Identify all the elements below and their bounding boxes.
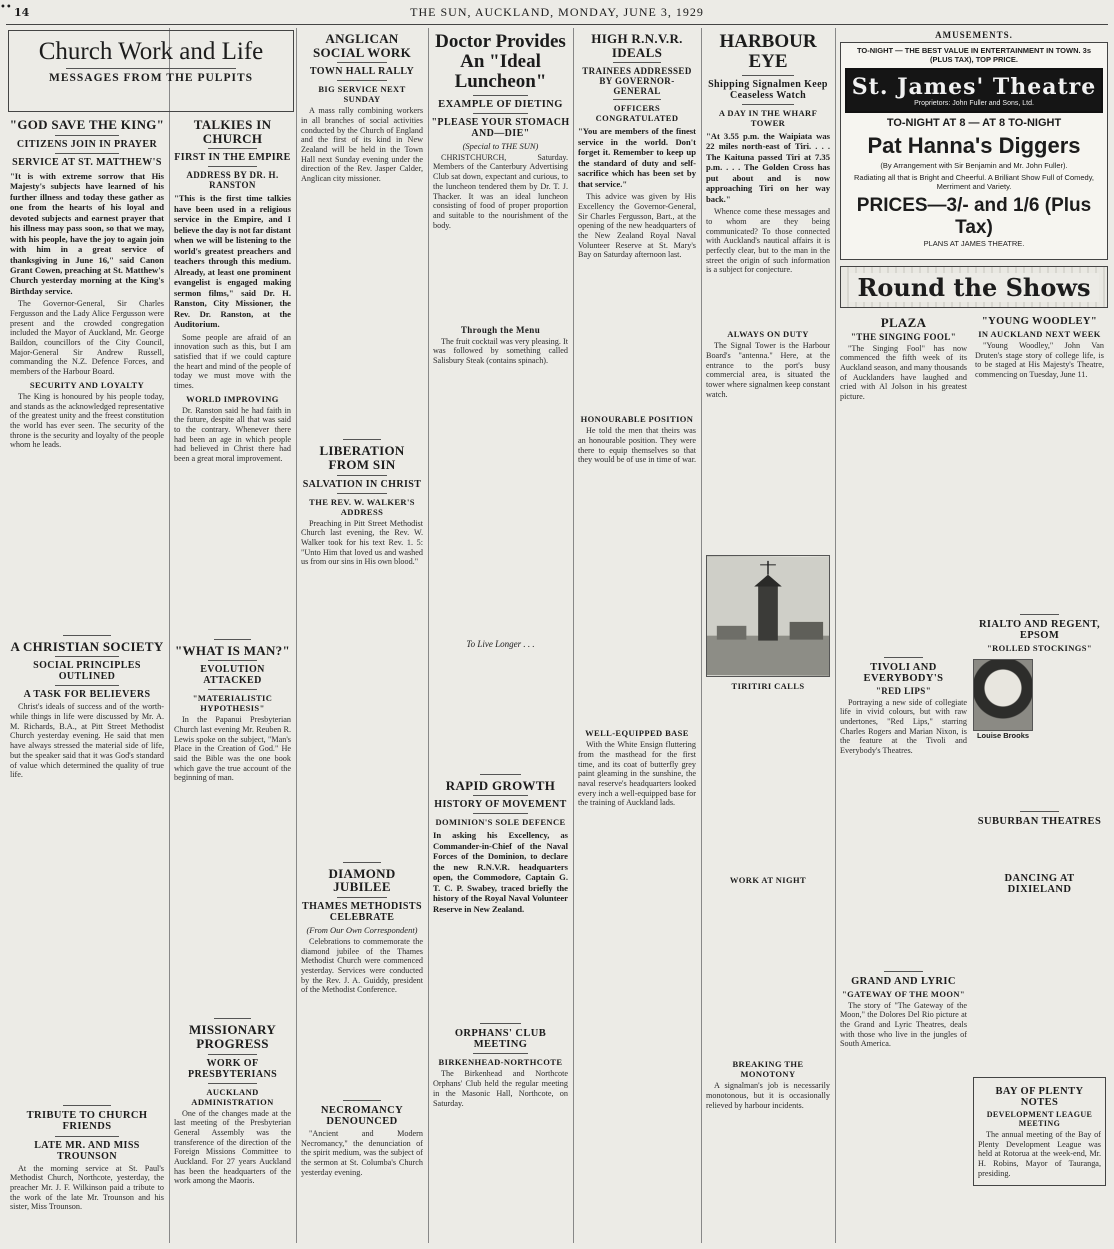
article-headline: HARBOUR EYE bbox=[719, 31, 817, 72]
article-deck: Shipping Signalmen Keep Ceaseless Watch bbox=[708, 78, 828, 101]
rule bbox=[208, 660, 256, 661]
rule bbox=[473, 813, 529, 814]
column-7-amusements bbox=[838, 28, 1110, 1242]
article-headline: NECROMANCY DENOUNCED bbox=[320, 1104, 404, 1127]
article-deck: SALVATION IN CHRIST bbox=[302, 478, 422, 490]
article-deck: FIRST IN THE EMPIRE bbox=[174, 152, 291, 164]
show-deck: DEVELOPMENT LEAGUE MEETING bbox=[986, 1110, 1093, 1129]
header-rule bbox=[6, 24, 1108, 25]
article-subhead: WELL-EQUIPPED BASE bbox=[585, 728, 689, 739]
article-headline: ORPHANS' CLUB MEETING bbox=[454, 1028, 547, 1051]
rule bbox=[337, 897, 387, 898]
article-body: The fruit cocktail was very pleasing. It was followed by something called Salisbury Steak (contains spinach). bbox=[433, 336, 568, 366]
rule bbox=[473, 1053, 529, 1054]
rule bbox=[214, 1018, 250, 1019]
article-body: One of the changes made at the last meeting of the Presbyterian General Assembly was the transference of the direction of the Foreign Missions Committee to Auckland. For 27 years Auckland has been the headquarters of the work among the Maoris. bbox=[174, 1108, 291, 1186]
article-headline: RAPID GROWTH bbox=[445, 777, 556, 793]
photo-caption: Louise Brooks bbox=[976, 731, 1030, 741]
column-2 bbox=[172, 114, 293, 1242]
article-headline: "GOD SAVE THE KING" bbox=[9, 117, 165, 132]
article-body: This advice was given by His Excellency the Governor-General, Sir Charles Fergusson, Bart., at the opening of the new headquarters of the New Zealand Royal Naval Volunteer Reserve at St. Mary's Bay on Saturday afternoon last. bbox=[578, 192, 696, 260]
rule bbox=[55, 1136, 118, 1137]
show-headline: DANCING AT DIXIELAND bbox=[1004, 873, 1075, 896]
article-body: With the White Ensign fluttering from the masthead for the first time, and its coat of butterfly grey paint gleaming in the sunshine, the naval reserve's headquarters looked every inch a well-equipped base for the training of Auckland lads. bbox=[578, 740, 696, 808]
show-body: The annual meeting of the Bay of Plenty Development League was held at Rotorua at the week-end, Mr. H. Robins, Mayor of Tauranga, presiding. bbox=[978, 1130, 1101, 1178]
show-deck: "GATEWAY OF THE MOON" bbox=[841, 988, 966, 999]
article-deck: WORK OF PRESBYTERIANS bbox=[187, 1057, 278, 1080]
article-deck: TRAINEES ADDRESSED BY GOVERNOR-GENERAL bbox=[582, 66, 692, 97]
column-6 bbox=[704, 28, 832, 1242]
article-lead: In asking his Excellency, as Commander-in-Chief of the Naval Forces of the Dominion, to declare the new R.N.V.R. headquarters open, the Commodore, Captain G. T. C. P. Swabey, traced briefly the history of the Royal Naval Volunteer Reserve in New Zealand. bbox=[433, 830, 568, 914]
column-3 bbox=[299, 28, 425, 1242]
article-body: Celebrations to commemorate the diamond jubilee of the Thames Methodist Church were commenced yesterday. Services were conducted by the Rev. J. A. Guiddy, president of the Methodist Conference. bbox=[301, 936, 423, 995]
article-subhead: ALWAYS ON DUTY bbox=[727, 329, 809, 340]
article-headline: A CHRISTIAN SOCIETY bbox=[10, 638, 164, 654]
rule bbox=[480, 1023, 522, 1024]
article-deck: THE REV. W. WALKER'S ADDRESS bbox=[309, 496, 415, 517]
article-subhead: Through the Menu bbox=[460, 324, 541, 335]
signal-tower-photo bbox=[706, 555, 830, 677]
rule bbox=[337, 62, 387, 63]
article-subhead: TIRITIRI CALLS bbox=[731, 681, 805, 692]
article-lead: "This is the first time talkies have been used in a religious service in the Empire, and I believe the day is not far distant when we will be listening to the world's greatest preachers and teachers through this medium. Already, at least one prominent evangelist is engaged making sermon films," said Dr. H. Ranston, City Missioner, the Rev. Dr. Ranston, at the Auditorium. bbox=[174, 193, 291, 330]
article-headline: Doctor Provides An "Ideal Luncheon" bbox=[435, 31, 566, 92]
rule bbox=[337, 475, 387, 476]
article-subhead: WORK AT NIGHT bbox=[729, 875, 807, 886]
shows-left-column bbox=[838, 312, 969, 1186]
article-body: The Governor-General, Sir Charles Fergusson and the Lady Alice Fergusson were present and the crowded congregation included the Mayor of Auckland, Mr. George Baildon, councillors of the City Council, Major-General Sir Andrew Russell, commanding the N.Z. Defence Forces, and members of the Harbour Board. bbox=[10, 299, 164, 377]
article-headline: TRIBUTE TO CHURCH FRIENDS bbox=[26, 1110, 148, 1133]
round-the-shows-banner bbox=[840, 266, 1108, 308]
show-body-spacer bbox=[973, 829, 1106, 869]
show-headline: GRAND AND LYRIC bbox=[851, 975, 956, 987]
rule bbox=[742, 104, 793, 105]
show-body: "The Singing Fool" has now commenced the fifth week of its Auckland season, and many thousands of Aucklanders have laughed and cried with Al Jolson in his greatest picture. bbox=[840, 343, 967, 401]
page-number: 14 bbox=[14, 6, 30, 19]
show-body: Portraying a new side of collegiate life in vivid colours, but with raw undertones, "Red Lips," starring Charles Rogers and Marian Nixon, is the feature at the Tivoli and Everybody's Theatres. bbox=[840, 697, 967, 756]
article-body: A mass rally combining workers in all branches of social activities conducted by the Church of England and the first of its kind in New Zealand will be held in the Town Hall next Sunday evening under the direction of the Rev. Jasper Calder, Anglican city missioner. bbox=[301, 106, 423, 183]
article-deck: HISTORY OF MOVEMENT bbox=[434, 799, 567, 811]
rule bbox=[480, 774, 522, 775]
rule bbox=[613, 62, 662, 63]
ticket-prices: PRICES—3/- and 1/6 (Plus Tax) bbox=[856, 195, 1092, 238]
show-time: TO-NIGHT AT 8 — AT 8 TO-NIGHT bbox=[886, 117, 1062, 129]
article-body: At the morning service at St. Paul's Methodist Church, Northcote, yesterday, the preacher Mr. J. F. Wilkinson paid a tribute to the work of the late Mr. Trounson and his sister, Miss Trounson. bbox=[10, 1163, 164, 1212]
rule bbox=[473, 95, 529, 96]
article-deck: AUCKLAND ADMINISTRATION bbox=[191, 1086, 274, 1107]
article-deck: "PLEASE YOUR STOMACH AND—DIE" bbox=[431, 116, 570, 139]
rule bbox=[55, 135, 118, 136]
article-deck: CITIZENS JOIN IN PRAYER bbox=[16, 138, 158, 150]
article-headline: MISSIONARY PROGRESS bbox=[188, 1022, 277, 1051]
article-deck: LATE MR. AND MISS TROUNSON bbox=[34, 1139, 140, 1162]
article-deck: BIG SERVICE NEXT SUNDAY bbox=[318, 84, 406, 105]
rule bbox=[884, 971, 923, 972]
show-deck: "THE SINGING FOOL" bbox=[850, 331, 957, 342]
louise-brooks-photo bbox=[973, 659, 1033, 731]
rule bbox=[208, 689, 256, 690]
show-deck: "ROLLED STOCKINGS" bbox=[986, 643, 1093, 654]
portrait-block bbox=[973, 659, 1106, 741]
article-lead: "At 3.55 p.m. the Waipiata was 22 miles north-east of Tiri. . . . The Kaituna passed Tiri at 7.35 p.m. . . . The Golden Cross has put about and is now approaching Tiri on her way back." bbox=[706, 130, 830, 204]
church-banner bbox=[8, 30, 294, 112]
ad-topline: TO-NIGHT — THE BEST VALUE IN ENTERTAINMENT IN TOWN. 3s (PLUS TAX), TOP PRICE. bbox=[856, 46, 1092, 64]
banner-subtitle: MESSAGES FROM THE PULPITS bbox=[48, 72, 254, 85]
article-body-spacer bbox=[704, 887, 832, 1057]
show-headline: SUBURBAN THEATRES bbox=[977, 816, 1102, 828]
article-body: A signalman's job is necessarily monotonous, but it is occasionally relieved by harbour incidents. bbox=[706, 1081, 830, 1110]
rule bbox=[343, 1100, 381, 1101]
portrait-frame bbox=[973, 659, 1033, 741]
show-body-spacer bbox=[973, 897, 1106, 1077]
show-title: Pat Hanna's Diggers bbox=[867, 133, 1081, 158]
bay-of-plenty-box bbox=[973, 1077, 1106, 1186]
article-body: Dr. Ranston said he had faith in the future, despite all that was said to the contrary. Whenever there had been an age in which people had believed in Christ there had been a great moral improvement. bbox=[174, 405, 291, 463]
column-divider bbox=[428, 28, 429, 1243]
article-body: Some people are afraid of an innovation such as this, but I am satisfied that if we could capture the heart and mind of the people of today we must move with the times. bbox=[174, 332, 291, 390]
page-ornament: •• bbox=[0, 2, 12, 13]
rule bbox=[208, 148, 256, 149]
rule bbox=[208, 1054, 256, 1055]
article-body: He told the men that theirs was an honourable position. They were there to equip themselves so that they would be of use in time of war. bbox=[578, 426, 696, 465]
rule bbox=[208, 1083, 256, 1084]
show-headline: RIALTO AND REGENT, EPSOM bbox=[978, 619, 1101, 642]
show-headline: PLAZA bbox=[880, 315, 927, 330]
theatre-proprietors: Proprietors: John Fuller and Sons, Ltd. bbox=[914, 100, 1034, 107]
booking-plans: PLANS AT JAMES THEATRE. bbox=[923, 239, 1025, 248]
shows-columns bbox=[838, 312, 1110, 1186]
column-divider bbox=[573, 28, 574, 1243]
article-deck: THAMES METHODISTS CELEBRATE bbox=[302, 900, 422, 923]
article-lead: "You are members of the finest service in the world. Don't forget it. Remember to keep up the standard of duty and self-sacrifice which has been set by that service." bbox=[578, 126, 696, 189]
article-deck: "MATERIALISTIC HYPOTHESIS" bbox=[192, 693, 273, 714]
article-headline: LIBERATION FROM SIN bbox=[319, 443, 405, 472]
article-deck: ADDRESS BY DR. H. RANSTON bbox=[186, 170, 279, 191]
column-divider bbox=[835, 28, 836, 1243]
article-subhead: WORLD IMPROVING bbox=[186, 393, 279, 404]
show-body: "Young Woodley," John Van Druten's stage story of college life, is to be staged at His Majesty's Theatre, commencing on Tuesday, June 11. bbox=[975, 341, 1104, 380]
masthead: THE SUN, AUCKLAND, MONDAY, JUNE 3, 1929 bbox=[410, 5, 704, 19]
article-headline: ANGLICAN SOCIAL WORK bbox=[312, 31, 412, 60]
article-body: Whence come these messages and to whom are they being communicated? To those connected with Auckland's nautical affairs it is perfectly clear, but to the man in the street the origin of such information is a subject for conjecture. bbox=[706, 207, 830, 275]
rule bbox=[337, 493, 387, 494]
rule bbox=[63, 1105, 110, 1106]
article-subhead: HONOURABLE POSITION bbox=[580, 414, 694, 425]
article-body: CHRISTCHURCH, Saturday. Members of the Canterbury Advertising Club sat down, expectant and curious, to the luncheon tendered them by Dr. T. J. Thacker. It was an ideal luncheon consisting of food of proper proportion and suitable to the nourishment of the body. bbox=[433, 152, 568, 230]
show-body-filler bbox=[1038, 659, 1104, 741]
article-deck: EVOLUTION ATTACKED bbox=[200, 664, 265, 687]
column-4 bbox=[431, 28, 570, 1242]
rule bbox=[884, 657, 923, 658]
column-divider bbox=[296, 28, 297, 1243]
rule bbox=[1020, 614, 1060, 615]
show-tagline: Radiating all that is Bright and Cheerful. A Brilliant Show Full of Comedy, Merriment and Variety. bbox=[854, 173, 1094, 191]
column-5 bbox=[576, 28, 698, 1242]
show-headline: "YOUNG WOODLEY" bbox=[981, 316, 1098, 327]
article-deck: EXAMPLE OF DIETING bbox=[438, 98, 563, 110]
show-arrangement: (By Arrangement with Sir Benjamin and Mr. John Fuller). bbox=[880, 161, 1068, 170]
rule bbox=[214, 639, 250, 640]
article-deck: TOWN HALL RALLY bbox=[309, 66, 415, 78]
rule bbox=[208, 166, 256, 167]
banner-title: Church Work and Life bbox=[38, 38, 264, 65]
banner-rule bbox=[66, 68, 236, 69]
article-deck: A TASK FOR BELIEVERS bbox=[23, 689, 151, 701]
article-body: The King is honoured by his people today, and stands as the acknowledged representative of the greatest unity and the freest constitution the world has ever seen. The security of the throne is the security and loyalty of the people whom he leads. bbox=[10, 391, 164, 450]
article-deck: BIRKENHEAD-NORTHCOTE bbox=[438, 1057, 563, 1068]
rule bbox=[55, 153, 118, 154]
article-headline: "WHAT IS MAN?" bbox=[175, 642, 290, 658]
show-deck: "RED LIPS" bbox=[875, 685, 932, 696]
article-body-spacer bbox=[431, 651, 570, 771]
st-james-advertisement bbox=[840, 42, 1108, 260]
article-deck: SERVICE AT ST. MATTHEW'S bbox=[12, 156, 162, 168]
rule bbox=[473, 113, 529, 114]
column-divider bbox=[169, 28, 170, 1243]
rule bbox=[742, 75, 793, 76]
rule bbox=[343, 439, 381, 440]
column-divider bbox=[701, 28, 702, 1243]
show-body: The story of "The Gateway of the Moon," the Dolores Del Rio picture at the Grand and Lyric Theatres, deals with those who live in the jungles of South America. bbox=[840, 1000, 967, 1049]
article-headline: TALKIES IN CHURCH bbox=[193, 117, 272, 146]
theatre-name: St. James' Theatre bbox=[851, 74, 1097, 100]
column-1 bbox=[8, 114, 166, 1242]
shows-right-column bbox=[973, 312, 1106, 1186]
article-body: Preaching in Pitt Street Methodist Church last evening, the Rev. W. Walker took for his text Rev. 1. 5: "Unto Him that loved us and washed us from our sins in His own blood." bbox=[301, 518, 423, 567]
article-headline: HIGH R.N.V.R. IDEALS bbox=[591, 31, 683, 60]
rule bbox=[473, 795, 529, 796]
article-body-spacer bbox=[704, 693, 832, 873]
article-body: The Birkenhead and Northcote Orphans' Club held the regular meeting in the Masonic Hall, Northcote, on Saturday. bbox=[433, 1069, 568, 1108]
rule bbox=[63, 635, 110, 636]
article-byline: (Special to THE SUN) bbox=[462, 140, 539, 151]
tower-illustration bbox=[707, 556, 829, 676]
section-title: Round the Shows bbox=[849, 273, 1098, 302]
article-body: The Signal Tower is the Harbour Board's "antenna." Here, at the entrance to the port's busy commercial area, is situated the tower where signalmen keep constant watch. bbox=[706, 341, 830, 399]
page-header bbox=[0, 0, 1114, 24]
rule bbox=[613, 99, 662, 100]
show-headline: BAY OF PLENTY NOTES bbox=[995, 1086, 1084, 1109]
article-deck: A DAY IN THE WHARF TOWER bbox=[718, 107, 818, 128]
article-headline: DIAMOND JUBILEE bbox=[328, 865, 396, 895]
article-byline: (From Our Own Correspondent) bbox=[306, 924, 418, 935]
article-deck: OFFICERS CONGRATULATED bbox=[595, 103, 679, 124]
article-deck: DOMINION'S SOLE DEFENCE bbox=[435, 817, 566, 828]
theatre-banner bbox=[845, 68, 1103, 113]
article-deck: SOCIAL PRINCIPLES OUTLINED bbox=[33, 660, 141, 683]
show-deck: IN AUCKLAND NEXT WEEK bbox=[978, 329, 1101, 340]
rule bbox=[55, 685, 118, 686]
show-headline: TIVOLI AND EVERYBODY'S bbox=[863, 661, 944, 684]
article-body: "Ancient and Modern Necromancy," the denunciation of the spirit medium, was the subject of the sermon at St. Columba's Church yesterday evening. bbox=[301, 1128, 423, 1177]
article-subhead: BREAKING THE MONOTONY bbox=[732, 1059, 804, 1080]
article-body: Christ's ideals of success and of the worth-while things in life were discussed by Mr. A. M. Richards, B.A., at Pitt Street Methodist Church yesterday evening. He said that men have always stressed the material side of life, but the speaker said that it was God's standard of value which determined the quality of true life. bbox=[10, 702, 164, 780]
article-lead: "It is with extreme sorrow that His Majesty's subjects have learned of his further illness and today these gather as one from the hearts of his loyal and devoted subjects and earnest prayer that his illness may pass soon, so that we may, with his people, have the joy to again join with him in a great service of thanksgiving in June 16," said Canon Grant Cowen, preaching at St. Matthew's Church yesterday morning at the King's Birthday service. bbox=[10, 170, 164, 296]
rule bbox=[1020, 811, 1060, 812]
article-italic-subhead: To Live Longer . . . bbox=[466, 638, 535, 649]
section-label: AMUSEMENTS. bbox=[935, 30, 1013, 40]
rule bbox=[343, 862, 381, 863]
rule bbox=[337, 80, 387, 81]
rule bbox=[55, 656, 118, 657]
article-body: In the Papanui Presbyterian Church last evening Mr. Reuben R. Lewis spoke on the subject, "Man's Place in the Creation of God." He said the Bible was the one book which gave the true account of the beginning of man. bbox=[174, 715, 291, 783]
article-subhead: SECURITY AND LOYALTY bbox=[29, 379, 145, 390]
